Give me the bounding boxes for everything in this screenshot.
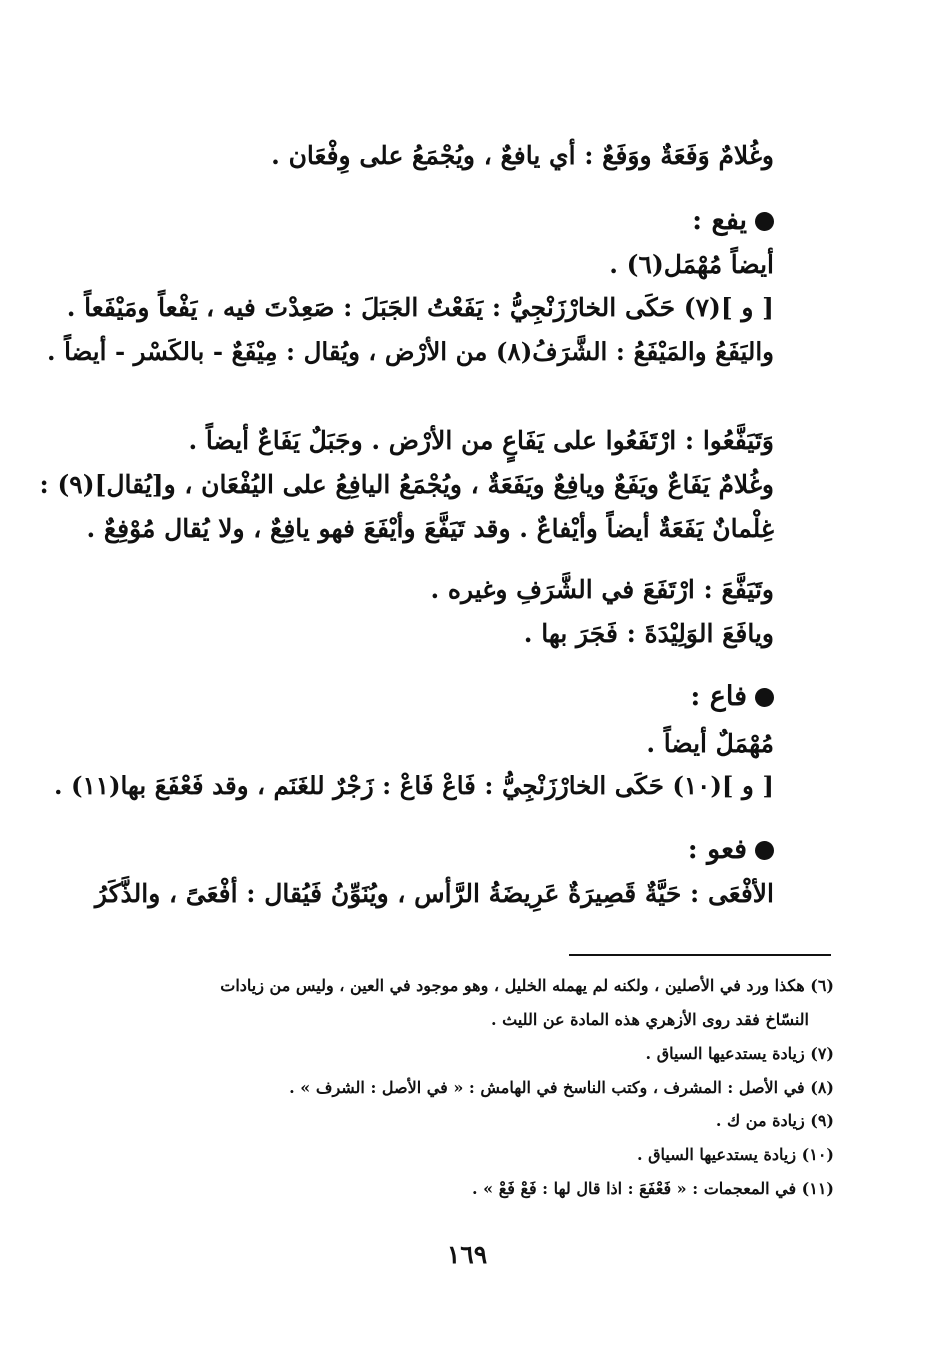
bullet-icon xyxy=(755,688,774,707)
entry-heading xyxy=(690,681,774,713)
text-line: [ و ](١٠) حَكَى الخارْزَنْجِيُّ : فَاعْ فَاعْ : زَجْرٌ للغَنَم ، وقد فَعْفَعَ بها(١١) . xyxy=(53,771,774,800)
heading-label: فعو : xyxy=(687,834,747,865)
entry-heading xyxy=(688,834,774,866)
text-line: الأفْعَى : حَيَّةٌ قَصِيرَةٌ عَرِيضَةُ الرَّأس ، ويُنَوِّنُ فَيُقال : أفْعَىً ، والذَّكَرُ xyxy=(94,879,774,908)
footnote: (١١) في المعجمات : « فَعْفَعَ : اذا قال لها : فَعْ فَعْ » . xyxy=(472,1179,834,1198)
footnote: (٩) زيادة من ك . xyxy=(715,1111,834,1130)
heading-label: فاع : xyxy=(690,681,747,712)
footnote: (٧) زيادة يستدعيها السياق . xyxy=(645,1044,834,1063)
text-line: غِلْمانٌ يَفَعَةٌ أيضاً وأيْفاعٌ . وقد تَيَفَّعَ وأيْفَعَ فهو يافِعٌ ، ولا يُقال مُوْفِعٌ . xyxy=(86,514,774,543)
text-line: وَتَيَفَّعُوا : ارْتَفَعُوا على يَفَاعٍ من الأرْض . وجَبَلٌ يَفَاعٌ أيضاً . xyxy=(188,426,774,455)
footnote: (١٠) زيادة يستدعيها السياق . xyxy=(636,1145,834,1164)
text-line: [ و ](٧) حَكَى الخارْزَنْجِيُّ : يَفَعْتُ الجَبَلَ : صَعِدْتَ فيه ، يَفْعاً ومَيْفَعاً . xyxy=(66,293,774,322)
text-line: مُهْمَلٌ أيضاً . xyxy=(646,729,774,758)
entry-heading xyxy=(692,205,774,237)
text-line: أيضاً مُهْمَل(٦) . xyxy=(609,250,774,279)
bullet-icon xyxy=(755,841,774,860)
footnote: (٦) هكذا ورد في الأصلين ، ولكنه لم يهمله الخليل ، وهو موجود في العين ، وليس من زيادات xyxy=(220,976,834,995)
text-line: وغُلامٌ وَفَعَةٌ ووَفَعٌ : أي يافعٌ ، ويُجْمَعُ على وِفْعَان . xyxy=(271,141,774,170)
footnote-continuation: النسّاخ فقد روى الأزهري هذه المادة عن الليث . xyxy=(490,1010,809,1029)
text-line: ويافَعَ الوَلِيْدَةَ : فَجَرَ بها . xyxy=(523,619,774,648)
bullet-icon xyxy=(755,212,774,231)
text-line: وغُلامٌ يَفَاعٌ ويَفَعٌ ويافِعٌ ويَفَعَةٌ ، ويُجْمَعُ اليافِعُ على اليُفْعَان ، و[يُقال](٩) : xyxy=(39,470,774,499)
footnote: (٨) في الأصل : المشرف ، وكتب الناسخ في الهامش : « في الأصل : الشرف » . xyxy=(289,1078,834,1097)
text-line: وتَيَفَّعَ : ارْتَفَعَ في الشَّرَفِ وغيره . xyxy=(430,575,774,604)
text-line: واليَفَعُ والمَيْفَعُ : الشَّرَفُ(٨) من الأرْض ، ويُقال : مِيْفَعٌ - بالكَسْر - أيضاً . xyxy=(47,337,774,366)
heading-label: يفع : xyxy=(692,205,747,236)
footnote-divider xyxy=(569,954,831,956)
page-number: ١٦٩ xyxy=(446,1240,488,1269)
